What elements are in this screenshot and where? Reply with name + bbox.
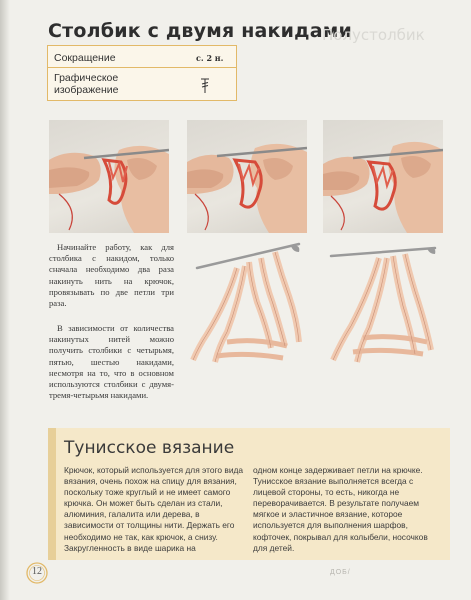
abbreviation-row	[48, 50, 236, 68]
page-title: Столбик с двумя накидами	[48, 20, 352, 42]
abbreviation-value: с. 2 н.	[196, 53, 224, 63]
abbreviation-table	[47, 45, 237, 101]
step-photo-2	[187, 120, 307, 233]
stitch-pull-illustration-icon	[323, 242, 443, 374]
tunisian-title: Тунисское вязание	[64, 438, 235, 458]
scan-stamp: ДОБ/	[330, 569, 351, 576]
tunisian-box-accent	[48, 428, 56, 560]
page-gutter-shadow	[0, 0, 10, 600]
tunisian-column-1: Крючок, который используется для этого вида вязания, очень похож на спицу для вязания, поскольку тоже круглый и не имеет самого крючка. Он может быть сделан из стали, алюминия, галалита или дерева, в зависимости от толщины нити. Держать его необходимо не так, как крючок, а снизу. Закругленность в виде шарика на	[64, 465, 244, 553]
abbreviation-label: Сокращение	[54, 52, 116, 64]
graphic-symbol-row	[48, 70, 236, 100]
bleed-through-title: Полустолбик	[322, 26, 425, 44]
hands-hook-photo-icon	[49, 120, 169, 233]
yarn-over-illustration-icon	[187, 242, 307, 374]
page-number: 12	[32, 566, 42, 577]
tunisian-column-2: одном конце задерживает петли на крючке. Тунисское вязание выполняется всегда с лицевой стороны, то есть, никогда не переворачивается. В результате получаем мягкое и эластичное вязание, которое используется для выполнения шарфов, кофточек, покрывал для колыбели, носочков для детей.	[253, 465, 428, 553]
hands-hook-photo-icon	[187, 120, 307, 233]
double-crochet-symbol-icon	[200, 78, 210, 94]
variation-paragraph: В зависимости от количества накинутых нитей можно получить столбики с четырьмя, пятью, шестью накидами, несмотря на то, что в основном используются столбики с двумя-тремя-четырьмя накидами.	[49, 323, 174, 401]
step-photo-1	[49, 120, 169, 233]
hands-hook-photo-icon	[323, 120, 443, 233]
step-photo-3	[323, 120, 443, 233]
instruction-paragraph: Начинайте работу, как для столбика с накидом, только сначала необходимо два раза накинуть нить на крючок, провязывать по две петли три раза.	[49, 242, 174, 309]
graphic-symbol-label: Графическое изображение	[54, 72, 119, 96]
